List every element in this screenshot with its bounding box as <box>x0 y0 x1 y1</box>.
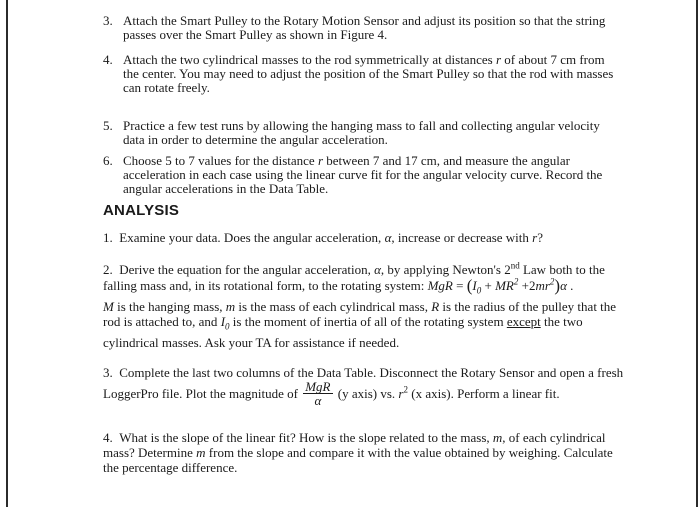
list-text: Attach the two cylindrical masses to the rod symmetrically at distances r of about 7 cm from the center. You may need to adjust the position of the Smart Pulley so that the rod with masses can rotate freely. <box>123 52 614 95</box>
list-item-3 <box>103 14 623 42</box>
list-item-6 <box>103 154 623 196</box>
section-heading-analysis: ANALYSIS <box>103 202 180 219</box>
fraction-mgr-over-alpha: $\frac{\text{MgR}}{\alpha}$ <box>305 379 331 408</box>
equation: MgR = $(I_0 + MR^2 +2mr^2)\alpha$ . <box>427 275 574 296</box>
analysis-question-2: 2. Derive the equation for the angular acceleration, α, by applying Newton's 2nd Law both to the falling mass and, in its rotational form, to the rotating system: MgR = $(I_0 + MR^2 +2mr^2)\alpha$ . M is the hanging mass, m is the mass of each cylindrical mass, R is the radius of the pulley that the rod is attached to, and $I_0$ is the moment of inertia of all of the rotating system except the two cylindrical masses. Ask your TA for assistance if needed. <box>103 260 617 351</box>
analysis-question-4: 4. What is the slope of the linear fit? How is the slope related to the mass, m, of each cylindrical mass? Determine m from the slope and compare it with the value obtained by weighing. Calculate the percentage difference. <box>103 430 613 475</box>
list-number: 5. <box>103 118 113 133</box>
list-text: Attach the Smart Pulley to the Rotary Motion Sensor and adjust its position so that the string passes over the Smart Pulley as shown in Figure 4. <box>123 13 606 42</box>
list-item-5 <box>103 119 623 147</box>
analysis-question-1: 1. Examine your data. Does the angular acceleration, α, increase or decrease with r? <box>103 230 543 245</box>
list-number: 4. <box>103 52 113 67</box>
underlined-except: except <box>506 314 541 330</box>
analysis-question-3: 3. Complete the last two columns of the Data Table. Disconnect the Rotary Sensor and open a fresh LoggerPro file. Plot the magnitude of $\frac{\text{MgR}}{\alpha}$ (y axis) vs. $r^2$ (x axis). Perform a linear fit. <box>103 365 624 408</box>
list-text: Choose 5 to 7 values for the distance r between 7 and 17 cm, and measure the angular acceleration in each case using the linear curve fit for the angular velocity curve. Record the angular accelerations in the Data Table. <box>123 153 603 196</box>
list-item-4 <box>103 53 623 95</box>
list-number: 6. <box>103 153 113 168</box>
list-text: Practice a few test runs by allowing the hanging mass to fall and collecting angular velocity data in order to determine the angular acceleration. <box>123 118 600 147</box>
list-number: 3. <box>103 13 113 28</box>
